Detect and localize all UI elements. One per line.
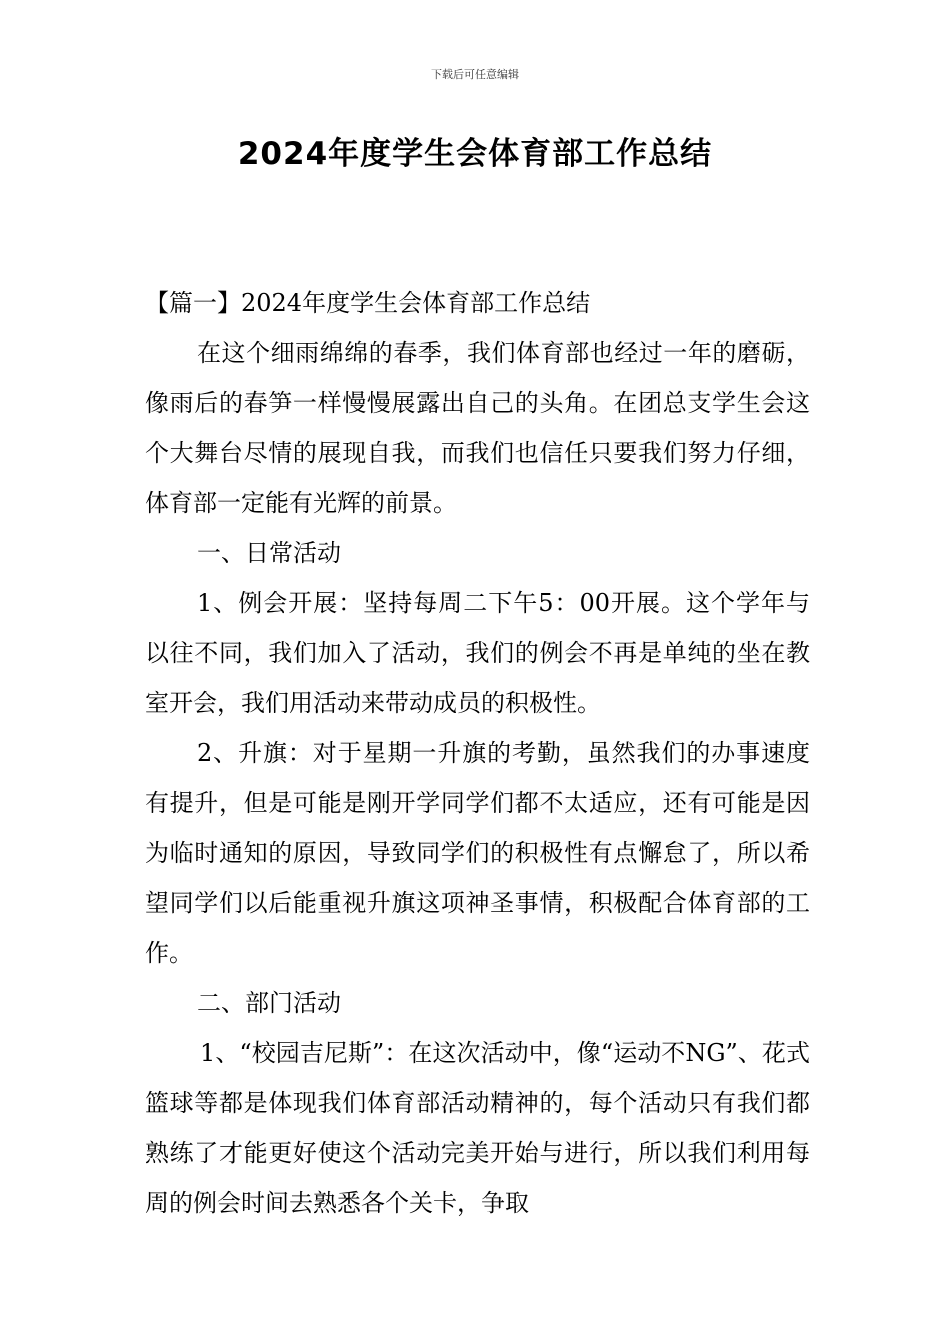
- header-note: 下载后可任意编辑: [431, 68, 519, 81]
- paragraph-weekly-meeting: 1、例会开展：坚持每周二下午5：00开展。这个学年与以往不同，我们加入了活动，我们的例会不再是单纯的坐在教室开会，我们用活动来带动成员的积极性。: [145, 589, 810, 717]
- document-body: [145, 278, 810, 1228]
- heading-daily-activities: 一、日常活动: [197, 539, 341, 567]
- paragraph-intro: 在这个细雨绵绵的春季，我们体育部也经过一年的磨砺，像雨后的春笋一样慢慢展露出自己的头角。在团总支学生会这个大舞台尽情的展现自我，而我们也信任只要我们努力仔细，体育部一定能有光辉的前景。: [145, 339, 810, 517]
- section-heading: 【篇一】2024年度学生会体育部工作总结: [145, 289, 591, 317]
- document-title: 2024年度学生会体育部工作总结: [237, 136, 713, 172]
- paragraph-campus-guinness: 1、“校园吉尼斯”：在这次活动中，像“运动不NG”、花式篮球等都是体现我们体育部活动精神的，每个活动只有我们都熟练了才能更好使这个活动完美开始与进行，所以我们利用每周的例会时间去熟悉各个关卡，争取: [145, 1039, 810, 1217]
- paragraph-flag-raising: 2、升旗：对于星期一升旗的考勤，虽然我们的办事速度有提升，但是可能是刚开学同学们都不太适应，还有可能是因为临时通知的原因，导致同学们的积极性有点懈怠了，所以希望同学们以后能重视升旗这项神圣事情，积极配合体育部的工作。: [145, 739, 810, 967]
- heading-department-activities: 二、部门活动: [197, 989, 341, 1017]
